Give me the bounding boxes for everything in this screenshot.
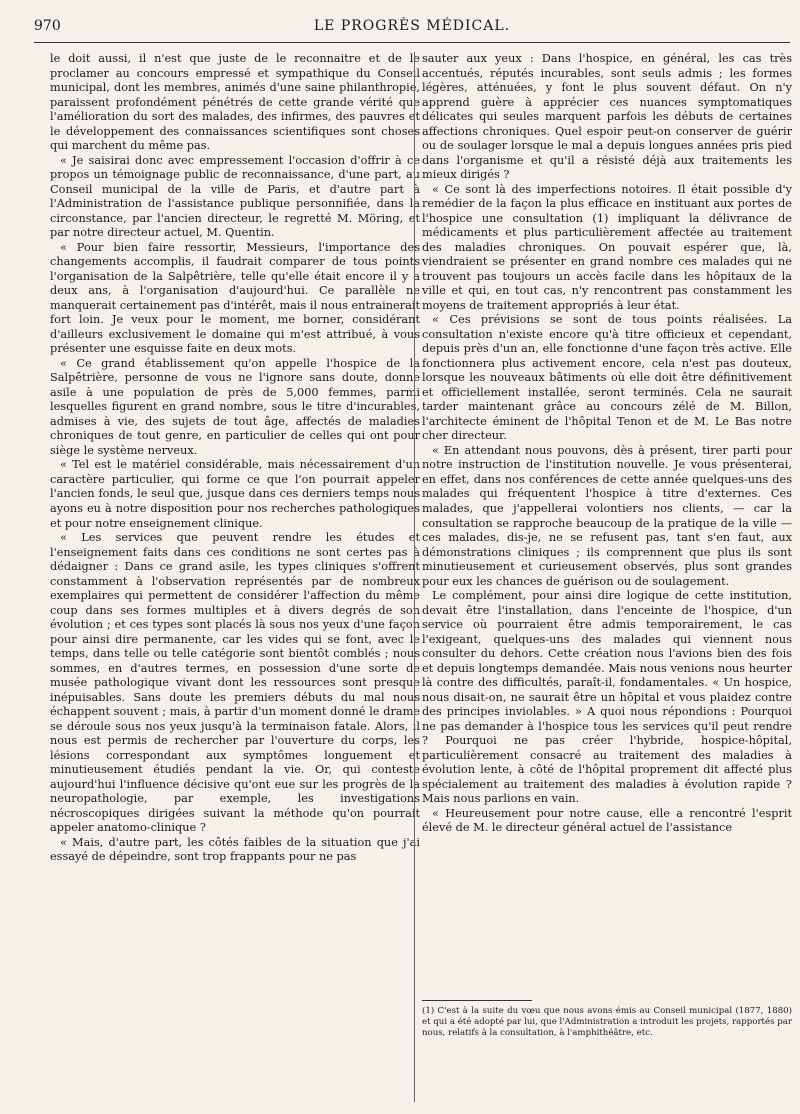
paragraph: « Mais, d'autre part, les côtés faibles de la situation que j'ai essayé de dépeindre, sont trop frappants pour ne pas bbox=[50, 835, 420, 864]
paragraph: le doit aussi, il n'est que juste de le reconnaitre et de le proclamer au concours empressé et sympathique du Conseil municipal, dont les membres, animés d'une saine philanthropie, paraissent profondément pénétrés de cette grande vérité que l'amélioration du sort des malades, des infirmes, des pauvres et le développement des connaissances scientifiques sont choses qui marchent du même pas. bbox=[50, 52, 420, 153]
paragraph: « Heureusement pour notre cause, elle a rencontré l'esprit élevé de M. le directeur général actuel de l'assistance bbox=[422, 806, 792, 835]
paragraph: « Pour bien faire ressortir, Messieurs, l'importance des changements accomplis, il faudrait comparer de tous points l'organisation de la Salpêtrière, telle qu'elle était encore il y a deux ans, à l'organisation d'aujourd'hui. Ce parallèle ne manquerait certainement pas d'intérêt, mais il nous entrainerait fort loin. Je veux pour le moment, me borner, considérant d'ailleurs exclusivement le domaine qui m'est attribué, à vous présenter une esquisse faite en deux mots. bbox=[50, 240, 420, 356]
right-column bbox=[422, 52, 792, 836]
left-column bbox=[50, 52, 420, 865]
running-title: LE PROGRÈS MÉDICAL. bbox=[313, 18, 511, 34]
running-header bbox=[34, 14, 790, 43]
footnote: (1) C'est à la suite du vœu que nous avons émis au Conseil municipal (1877, 1880) et qui a été adopté par lui, que l'Administration a introduit les projets, rapportés par nous, relatifs à la consultation, à l'amphithéâtre, etc. bbox=[422, 1006, 792, 1039]
paragraph: « Ces prévisions se sont de tous points réalisées. La consultation n'existe encore qu'à titre officieux et cependant, depuis près d'un an, elle fonctionne d'une façon très active. Elle fonctionnera plus activement encore, cela n'est pas douteux, lorsque les nouveaux bâtiments où elle doit être définitivement et officiellement installée, seront terminés. Cela ne saurait tarder maintenant grâce au concours zélé de M. Billon, l'architecte éminent de l'hôpital Tenon et de M. Le Bas notre cher directeur. bbox=[422, 313, 792, 443]
column-divider bbox=[414, 52, 415, 1102]
paragraph: Le complément, pour ainsi dire logique de cette institution, devait être l'installation, dans l'enceinte de l'hospice, d'un service où pourraient être admis temporairement, le cas l'exigeant, quelques-uns des malades qui viennent nous consulter du dehors. Cette création nous l'avions bien des fois et depuis longtemps demandée. Mais nous venions nous heurter là contre des difficultés, paraît-il, fondamentales. « Un hospice, nous disait-on, ne saurait être un hôpital et vous plaidez contre des principes inviolables. » A quoi nous répondions : Pourquoi ne pas demander à l'hospice tous les services qu'il peut rendre ? Pourquoi ne pas créer l'hybride, hospice-hôpital, particulièrement consacré au traitement des maladies à évolution lente, à côté de l'hôpital proprement dit affecté plus spécialement au traitement des maladies à évolution rapide ? Mais nous parlions en vain. bbox=[422, 589, 792, 806]
page-number: 970 bbox=[34, 18, 61, 34]
paragraph: « Ce sont là des imperfections notoires. Il était possible d'y remédier de la façon la plus efficace en instituant aux portes de l'hospice une consultation (1) impliquant la délivrance de médicaments et plus particulièrement affectée au traitement des maladies chroniques. On pouvait espérer que, là, viendraient se présenter en grand nombre ces malades qui ne trouvent pas toujours un accès facile dans les hôpitaux de la ville et qui, en tout cas, n'y rencontrent pas constamment les moyens de traitement appropriés à leur état. bbox=[422, 182, 792, 312]
paragraph: sauter aux yeux : Dans l'hospice, en général, les cas très accentués, réputés incurables, sont seuls admis ; les formes légères, atténuées, y font le plus souvent défaut. On n'y apprend guère à apprécier ces nuances symptomatiques délicates qui seules marquent parfois les débuts de certaines affections chroniques. Quel espoir peut-on conserver de guérir ou de soulager lorsque le mal a depuis longues années pris pied dans l'organisme et qu'il a résisté déjà aux traitements les mieux dirigés ? bbox=[422, 52, 792, 182]
paragraph: « Je saisirai donc avec empressement l'occasion d'offrir à ce propos un témoignage public de reconnaissance, d'une part, au Conseil municipal de la ville de Paris, et d'autre part à l'Administration de l'assistance publique personnifiée, dans la circonstance, par l'ancien directeur, le regretté M. Möring, et par notre directeur actuel, M. Quentin. bbox=[50, 153, 420, 240]
footnote-divider bbox=[422, 1000, 532, 1001]
paragraph: « En attendant nous pouvons, dès à présent, tirer parti pour notre instruction de l'institution nouvelle. Je vous présenterai, en effet, dans nos conférences de cette année quelques-uns des malades qui fréquentent l'hospice à titre d'externes. Ces malades, que j'appellerai volontiers nos clients, — car la consultation se rapproche beaucoup de la pratique de la ville — ces malades, dis-je, ne se refusent pas, tant s'en faut, aux démonstrations cliniques ; ils comprennent que plus ils sont minutieusement et curieusement observés, plus sont grandes pour eux les chances de guérison ou de soulagement. bbox=[422, 443, 792, 588]
paragraph: « Tel est le matériel considérable, mais nécessairement d'un caractère particulier, qui forme ce que l'on pourrait appeler l'ancien fonds, le seul que, jusque dans ces derniers temps nous ayons eu à notre disposition pour nos recherches pathologiques et pour notre enseignement clinique. bbox=[50, 458, 420, 530]
paragraph: « Ce grand établissement qu'on appelle l'hospice de la Salpêtrière, personne de vous ne l'ignore sans doute, donne asile à une population de près de 5,000 femmes, parmi lesquelles figurent en grand nombre, sous le titre d'incurables, admises à vie, des sujets de tout âge, affectés de maladies chroniques de tout genre, en particulier de celles qui ont pour siège le système nerveux. bbox=[50, 356, 420, 457]
paragraph: « Les services que peuvent rendre les études et l'enseignement faits dans ces conditions ne sont certes pas à dédaigner : Dans ce grand asile, les types cliniques s'offrent constamment à l'observation représentés par de nombreux exemplaires qui permettent de considérer l'affection du même coup dans ses formes multiples et à divers degrés de son évolution ; et ces types sont placés là sous nos yeux d'une façon pour ainsi dire permanente, car les vides qui se font, avec le temps, dans telle ou telle catégorie sont bientôt comblés ; nous sommes, en d'autres termes, en possession d'une sorte de musée pathologique vivant dont les ressources sont presque inépuisables. Sans doute les premiers débuts du mal nous échappent souvent ; mais, à partir d'un moment donné le drame se déroule sous nos yeux jusqu'à la terminaison fatale. Alors, il nous est permis de rechercher par l'ouverture du corps, les lésions correspondant aux symptômes longuement et minutieusement étudiés pendant la vie. Or, qui conteste aujourd'hui l'influence décisive qu'ont eue sur les progrès de la neuropathologie, par exemple, les investigations nécroscopiques dirigées suivant la méthode qu'on pourrait appeler anatomo-clinique ? bbox=[50, 531, 420, 835]
